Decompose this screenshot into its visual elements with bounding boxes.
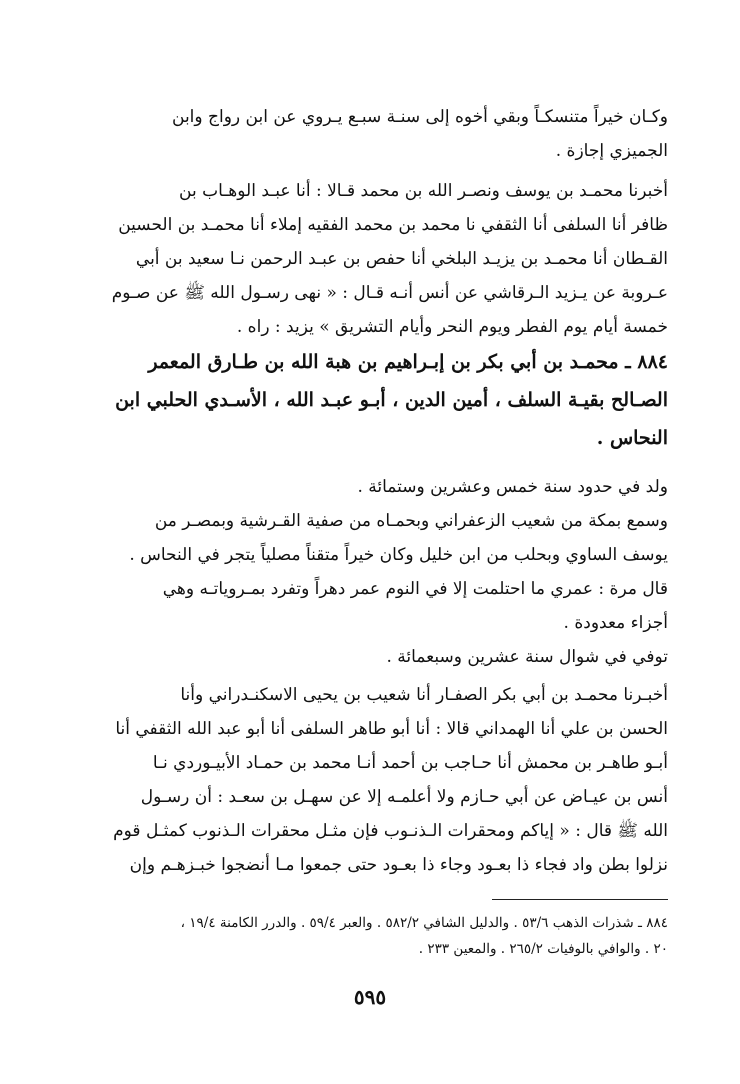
text-line: نزلوا بطن واد فجاء ذا بعـود وجاء ذا بعـود حتى جمعوا مـا أنضجوا خبـزهـم وإن xyxy=(129,855,668,875)
paragraph-hadith xyxy=(68,678,668,882)
text-line: الجميزي إجازة . xyxy=(555,141,668,161)
paragraph-isnad xyxy=(68,174,668,344)
footnote-line: ٢٠ . والوافي بالوفيات ٢٦٥/٢ . والمعين ٢٣٣ . xyxy=(418,941,668,957)
text-line: القـطان أنا محمـد بن يزيـد البلخي أنا حفص بن عبـد الرحمن نـا سعيد بن أبي xyxy=(135,249,668,269)
text-line: أجزاء معدودة . xyxy=(563,613,668,633)
text-line: أبـو طاهـر بن محمش أنا حـاجب بن أحمد أنـا محمد بن حمـاد الأبيـوردي نـا xyxy=(152,753,668,773)
footnote-line: ٨٨٤ ـ شذرات الذهب ٥٣/٦ . والدليل الشافي ٥٨٢/٢ . والعبر ٥٩/٤ . والدرر الكامنة ١٩/٤ ، xyxy=(180,915,668,931)
text-line: أخبـرنا محمـد بن أبي بكر الصفـار أنا شعيب بن يحيى الاسكنـدراني وأنا xyxy=(180,685,668,705)
heading-line: ٨٨٤ ـ محمـد بن أبي بكر بن إبـراهيم بن هبة الله بن طـارق المعمر xyxy=(148,351,668,373)
text-line: خمسة أيام يوم الفطر ويوم النحر وأيام التشريق » يزيد : راه . xyxy=(236,317,668,337)
text-line: وسمع بمكة من شعيب الزعفراني وبحمـاه من صفية القـرشية وبمصـر من xyxy=(154,511,668,531)
footnote xyxy=(68,910,668,962)
text-line: ولد في حدود سنة خمس وعشرين وستمائة . xyxy=(357,477,668,497)
entry-heading xyxy=(68,343,668,457)
paragraph-biography xyxy=(68,470,668,674)
text-line: وكـان خيراً متنسكـاً وبقي أخوه إلى سنـة سبـع يـروي عن ابن رواج وابن xyxy=(172,107,668,127)
footnote-divider xyxy=(492,899,668,900)
text-line: الله ﷺ قال : « إياكم ومحقرات الـذنـوب فإن مثـل محقرات الـذنوب كمثـل قوم xyxy=(113,821,668,841)
text-line: عـروبة عن يـزيد الـرقاشي عن أنس أنـه قـال : « نهى رسـول الله ﷺ عن صـوم xyxy=(111,283,668,303)
text-line: أنس بن عيـاض عن أبي حـازم ولا أعلمـه إلا عن سهـل بن سعـد : أن رسـول xyxy=(140,787,668,807)
paragraph-intro xyxy=(68,100,668,168)
heading-line: الصـالح بقيـة السلف ، أمين الدين ، أبـو عبـد الله ، الأسـدي الحلبي ابن xyxy=(115,389,668,411)
text-line: توفي في شوال سنة عشرين وسبعمائة . xyxy=(386,647,668,667)
heading-line: النحاس . xyxy=(596,427,668,449)
text-line: ظافر أنا السلفى أنا الثقفي نا محمد بن محمد الفقيه إملاء أنا محمـد بن الحسين xyxy=(118,215,668,235)
text-line: الحسن بن علي أنا الهمداني قالا : أنا أبو طاهر السلفى أنا أبو عبد الله الثقفي أنا xyxy=(115,719,668,739)
text-line: أخبرنا محمـد بن يوسف ونصـر الله بن محمد قـالا : أنا عبـد الوهـاب بن xyxy=(179,181,668,201)
text-line: يوسف الساوي وبحلب من ابن خليل وكان خيراً متقناً مصلياً يتجر في النحاس . xyxy=(129,545,668,565)
text-line: قال مرة : عمري ما احتلمت إلا في النوم عمر دهراً وتفرد بمـروياتـه وهي xyxy=(162,579,668,599)
page-number: ٥٩٥ xyxy=(353,985,387,1009)
